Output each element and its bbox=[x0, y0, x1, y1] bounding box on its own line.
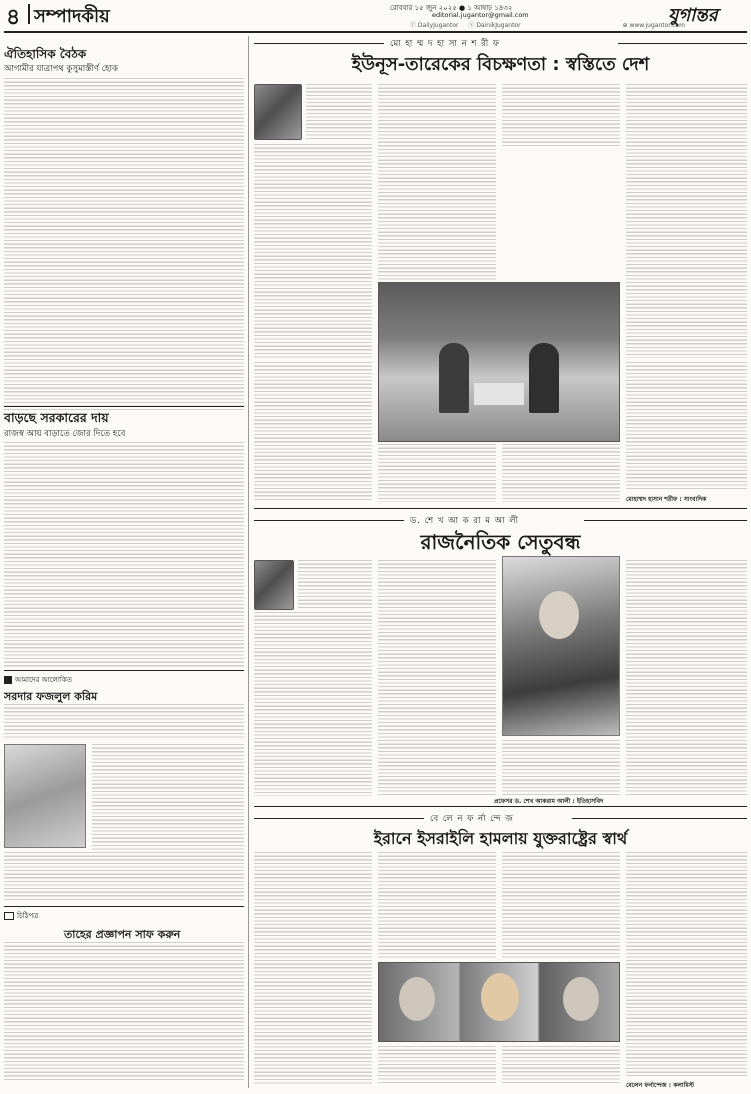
article1-bottom-rule bbox=[254, 508, 747, 509]
left-column bbox=[4, 36, 244, 1088]
obituary-rule bbox=[4, 670, 244, 671]
article2-body-col1-top bbox=[298, 560, 372, 610]
photo-person-2 bbox=[481, 973, 519, 1021]
photo-person-1 bbox=[399, 977, 435, 1021]
letters-body bbox=[4, 942, 244, 1082]
article1-meeting-photo bbox=[378, 282, 620, 442]
photo-person-3 bbox=[563, 977, 599, 1021]
article3-author: বে লে ন ফ র্না ন্দে জ bbox=[430, 814, 514, 824]
article2-body-col3 bbox=[502, 740, 620, 796]
obituary-portrait bbox=[4, 744, 86, 848]
letters-rule bbox=[4, 906, 244, 907]
letter-icon bbox=[4, 912, 14, 920]
article3-body-col3-b bbox=[502, 1046, 620, 1084]
article2-portrait bbox=[502, 556, 620, 736]
article2-headline: রাজনৈতিক সেতুবন্ধ bbox=[420, 530, 581, 554]
article3-headline: ইরানে ইসরাইলি হামলায় যুক্তরাষ্ট্রের স্বার্থ bbox=[373, 829, 628, 848]
editorial-divider bbox=[4, 406, 244, 407]
obituary-label-text: আমাদের আলোকিত bbox=[15, 676, 73, 684]
article1-author-rule-left bbox=[254, 43, 384, 44]
article1-byline: মোহাম্মদ হাসান শরীফ : সাংবাদিক bbox=[626, 496, 707, 503]
article1-body-col4 bbox=[626, 84, 747, 358]
editorial2-subtitle: রাজস্ব আয় বাড়াতে জোর দিতে হবে bbox=[4, 429, 126, 439]
column-separator bbox=[248, 36, 249, 1088]
article3-author-rule-left bbox=[254, 818, 424, 819]
photo-figure-right bbox=[529, 343, 559, 413]
article2-author-photo bbox=[254, 560, 294, 610]
editorial2-body bbox=[4, 442, 244, 668]
article2-author-rule-right bbox=[584, 520, 747, 521]
photo-table bbox=[474, 383, 524, 405]
article1-headline: ইউনূস-তারেকের বিচক্ষণতা : স্বস্তিতে দেশ bbox=[351, 54, 650, 75]
editorial1-body bbox=[4, 78, 244, 410]
obituary-body-top bbox=[4, 704, 244, 740]
article3-author-rule-right bbox=[572, 818, 747, 819]
article2-author-rule-left bbox=[254, 520, 404, 521]
article1-body-col1-b bbox=[254, 362, 372, 502]
article1-author-photo bbox=[254, 84, 302, 140]
article3-body-col1 bbox=[254, 852, 372, 1084]
obituary-body-side bbox=[92, 744, 244, 850]
obituary-name: সরদার ফজলুল করিম bbox=[4, 690, 98, 703]
article1-body-col1 bbox=[254, 144, 372, 358]
page-header bbox=[0, 0, 751, 30]
editorial1-title: ঐতিহাসিক বৈঠক bbox=[4, 47, 87, 61]
editorial1-subtitle: আগামীর যাত্রাপথ কুসুমাস্তীর্ণ হোক bbox=[4, 64, 118, 74]
editorial2-title: বাড়ছে সরকারের দায় bbox=[4, 410, 109, 425]
header-email[interactable]: editorial.jugantor@gmail.com bbox=[432, 11, 529, 19]
page-number: ৪ bbox=[6, 4, 21, 30]
obituary-body-bottom bbox=[4, 852, 244, 902]
article2-body-col2 bbox=[378, 560, 496, 796]
article3-body-col3-top bbox=[502, 852, 620, 958]
section-title: সম্পাদকীয় bbox=[34, 6, 110, 27]
article1-body-col4-b bbox=[626, 362, 747, 490]
website-link[interactable]: www.jugantor.com bbox=[629, 22, 685, 29]
article2-author: ড. শে খ আ ক রা ম আ লী bbox=[410, 516, 520, 526]
article3-body-col4 bbox=[626, 852, 747, 1076]
header-rule bbox=[4, 31, 747, 33]
social-handle-2[interactable]: DainikJugantor bbox=[476, 22, 521, 29]
article2-body-col4 bbox=[626, 560, 747, 796]
obituary-label bbox=[4, 674, 72, 686]
article1-author-rule-right bbox=[618, 43, 747, 44]
portrait-face bbox=[539, 591, 579, 639]
web-icon: ⊕ bbox=[622, 22, 630, 29]
article3-body-col2 bbox=[378, 852, 496, 958]
article1-body-col3 bbox=[502, 84, 620, 146]
letters-label bbox=[4, 910, 38, 922]
article1 bbox=[254, 36, 747, 506]
article3-photo bbox=[378, 962, 620, 1042]
photo-figure-left bbox=[439, 343, 469, 413]
obituary-badge-icon bbox=[4, 676, 12, 684]
article1-body-col3-b bbox=[502, 444, 620, 502]
header-divider bbox=[28, 4, 30, 24]
article2 bbox=[254, 512, 747, 804]
article3-body-col2-b bbox=[378, 1046, 496, 1084]
article1-author: মো হা ম্ম দ হা সা ন শ রী ফ bbox=[390, 39, 501, 49]
header-date: রোববার ১৫ জুন ২০২৫ ● ১ আষাঢ় ১৪৩২ bbox=[390, 4, 513, 12]
article1-body-col1-top bbox=[306, 84, 372, 140]
article3 bbox=[254, 810, 747, 1090]
twitter-icon: ⓧ bbox=[468, 22, 477, 29]
article2-bottom-rule bbox=[254, 806, 747, 807]
article2-byline: প্রফেসর ড. শেখ আকরাম আলী : ইতিহাসবিদ bbox=[494, 798, 604, 805]
article2-body-col1 bbox=[254, 612, 372, 796]
article1-body-col2-b bbox=[378, 444, 496, 502]
masthead: যুগান্তর bbox=[668, 5, 718, 26]
article3-byline: বেলেন ফর্নান্দেজ : কলামিস্ট bbox=[626, 1082, 695, 1089]
facebook-icon: ⓕ bbox=[410, 22, 418, 29]
letters-label-text: চিঠিপত্র bbox=[17, 912, 39, 920]
social-handle-1[interactable]: DailyJugantor bbox=[417, 22, 459, 29]
letters-title: তাহের প্রজ্ঞাপন সাফ করুন bbox=[64, 928, 181, 941]
header-social-bar bbox=[410, 20, 748, 30]
